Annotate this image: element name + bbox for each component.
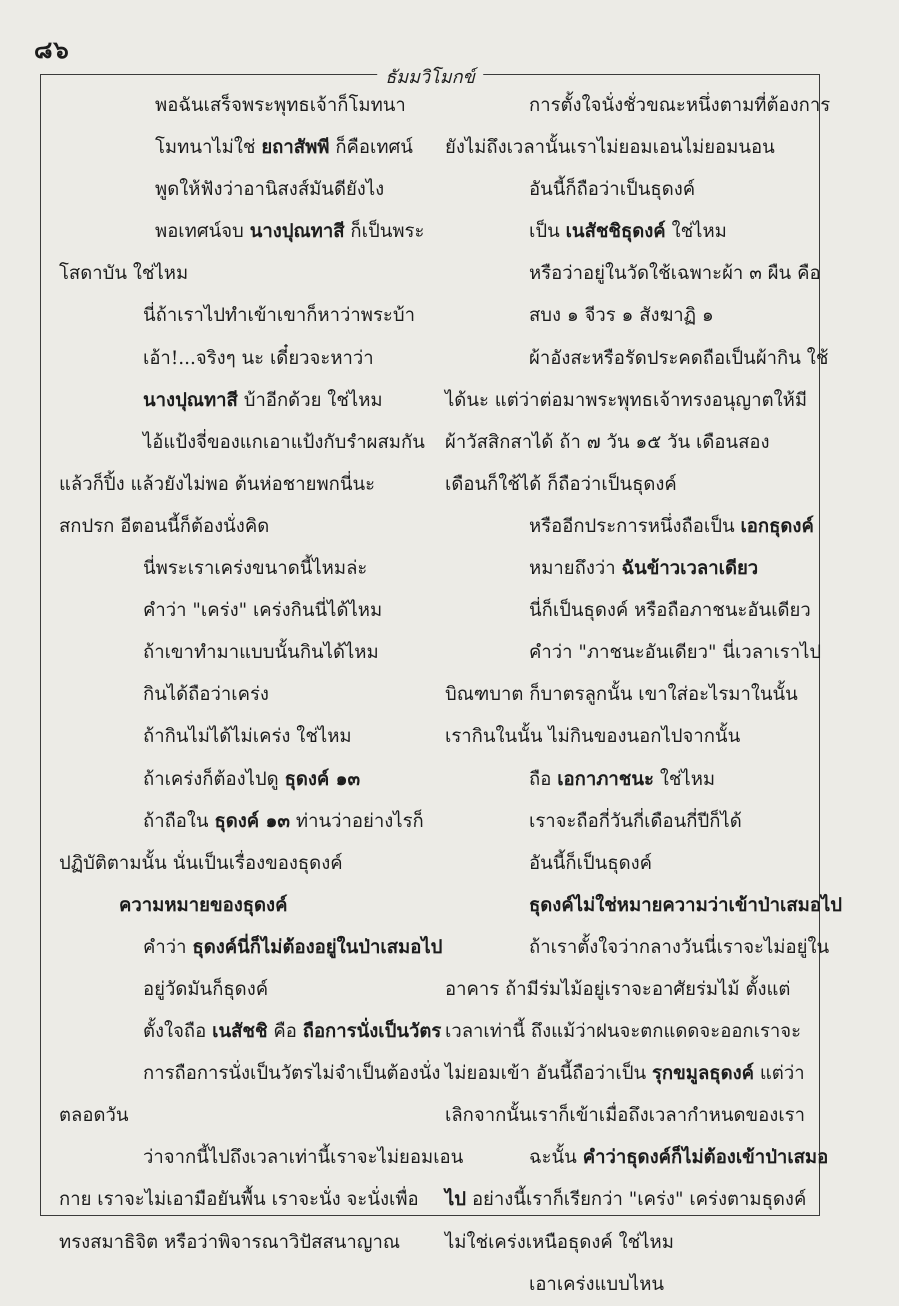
text-line [445, 1264, 805, 1306]
text-segment: ตั้งใจถือ [143, 1021, 213, 1043]
text-line [445, 85, 831, 127]
text-segment: ฉะนั้น [529, 1147, 583, 1169]
text-segment: อย่างนี้เราก็เรียกว่า "เคร่ง" เคร่งตามธุดงค์ [466, 1189, 807, 1211]
text-segment: ใช่ไหม [665, 221, 727, 243]
text-line [445, 169, 805, 211]
text-line [59, 506, 421, 548]
text-segment: อันนี้ก็ถือว่าเป็นธุดงค์ [529, 179, 696, 201]
bold-term: ธุดงค์ ๑๓ [284, 768, 361, 790]
text-segment: ยังไม่ถึงเวลานั้นเราไม่ยอมเอนไม่ยอมนอน [445, 137, 775, 159]
text-segment: คำว่า [143, 936, 193, 958]
text-segment: กาย เราจะไม่เอามือยันพื้น เราจะนั่ง จะนั่งเพื่อ [59, 1189, 419, 1211]
bold-term: ธุดงค์ ๑๓ [214, 810, 291, 832]
text-segment: การตั้งใจนั่งชั่วขณะหนึ่งตามที่ต้องการ [529, 95, 831, 116]
bold-term: นางปุณทาสี [143, 389, 238, 411]
text-segment: เรากินในนั้น ไม่กินของนอกไปจากนั้น [445, 726, 741, 748]
text-line [445, 716, 805, 758]
text-line [445, 380, 808, 422]
bold-term: นางปุณทาสี [249, 221, 345, 243]
text-line [445, 632, 822, 674]
bold-term: ฉันข้าวเวลาเดียว [621, 558, 759, 580]
text-segment: หรืออีกประการหนึ่งถือเป็น [529, 515, 741, 537]
text-line [59, 759, 421, 801]
text-line [59, 927, 443, 969]
text-segment: หมายถึงว่า [529, 558, 622, 580]
bold-term: ถือการนั่งเป็นวัตร [302, 1021, 442, 1043]
text-segment: ไม่ใช่เคร่งเหนือธุดงค์ ใช่ไหม [445, 1231, 674, 1253]
text-line [59, 1011, 442, 1053]
text-segment: ถ้าเคร่งก็ต้องไปดู [143, 768, 285, 790]
text-line [59, 843, 421, 885]
text-line [445, 590, 811, 632]
text-line [445, 127, 805, 169]
text-line [445, 1053, 805, 1095]
bold-term: ความหมายของธุดงค์ [119, 894, 288, 916]
bold-term: เอกาภาชนะ [557, 768, 654, 790]
bold-term: ยถาสัพพี [261, 137, 330, 159]
text-segment: แล้วก็ปิ้ง แล้วยังไม่พอ ต้นห่อชายพกนี่นะ [59, 473, 376, 495]
text-segment: โสดาบัน ใช่ไหม [59, 263, 189, 285]
page-frame [40, 67, 843, 1295]
text-line [445, 464, 805, 506]
bold-term: ธุดงค์ไม่ใช่หมายความว่าเข้าป่าเสมอไป [529, 894, 843, 916]
text-segment: ถือ [529, 768, 558, 790]
text-segment: เวลาเท่านี้ ถึงแม้ว่าฝนจะตกแดดจะออกเราจะ [445, 1021, 802, 1043]
bold-term: รุกขมูลธุดงค์ [651, 1063, 754, 1085]
text-line [59, 127, 421, 169]
text-segment: ปฏิบัติตามนั้น นั่นเป็นเรื่องของธุดงค์ [59, 852, 343, 874]
text-segment: คือ [267, 1021, 303, 1043]
text-segment: ใช่ไหม [653, 768, 716, 790]
text-line [59, 253, 421, 295]
text-line [445, 1011, 805, 1053]
text-line [445, 674, 805, 716]
text-line [445, 211, 805, 253]
text-segment: คำว่า "ภาชนะอันเดียว" นี่เวลาเราไป [529, 642, 822, 664]
text-segment: คำว่า "เคร่ง" เคร่งกินนี่ได้ไหม [143, 600, 383, 622]
bold-term: ไป [445, 1189, 467, 1211]
text-line [445, 422, 805, 464]
text-segment: ถ้าเขาทำมาแบบนั้นกินได้ไหม [143, 642, 379, 664]
text-line [59, 295, 421, 337]
text-segment: ผ้าวัสสิกสาได้ ถ้า ๗ วัน ๑๕ วัน เดือนสอง [445, 431, 770, 453]
text-segment: สบง ๑ จีวร ๑ สังฆาฏิ ๑ [529, 305, 714, 327]
text-segment: เป็น [529, 221, 566, 243]
text-line [445, 253, 821, 295]
text-segment: สกปรก อีตอนนี้ก็ต้องนั่งคิด [59, 515, 270, 537]
text-segment: เราจะถือกี่วันกี่เดือนกี่ปีก็ได้ [529, 810, 742, 832]
text-segment: โมทนาไม่ใช่ [155, 137, 262, 159]
text-line [59, 85, 421, 127]
text-line [445, 801, 805, 843]
text-line [59, 885, 421, 927]
text-segment: พูดให้ฟังว่าอานิสงส์มันดียังไง [155, 179, 385, 201]
text-line [59, 969, 421, 1011]
text-segment: เอ้า!...จริงๆ นะ เดี๋ยวจะหาว่า [143, 347, 374, 369]
text-line [59, 674, 421, 716]
text-line [445, 843, 805, 885]
text-segment: บิณฑบาต ก็บาตรลูกนั้น เขาใส่อะไรมาในนั้น [445, 684, 798, 706]
text-segment: ถ้าถือใน [143, 810, 215, 832]
text-segment: พอเทศน์จบ [155, 221, 250, 243]
text-line [59, 590, 421, 632]
bold-term: เนสัชชิธุดงค์ [565, 221, 666, 243]
text-segment: ไอ้แป้งจี่ของแกเอาแป้งกับรำผสมกัน [143, 431, 425, 453]
text-segment: แต่ว่า [754, 1063, 805, 1085]
text-segment: เลิกจากนั้นเราก็เข้าเมื่อถึงเวลากำหนดของเรา [445, 1105, 805, 1127]
text-segment: ถ้าเราตั้งใจว่ากลางวันนี่เราจะไม่อยู่ใน [529, 936, 830, 958]
text-segment: อยู่วัดมันก็ธุดงค์ [143, 978, 269, 1000]
bold-term: ธุดงค์นี่ก็ไม่ต้องอยู่ในป่าเสมอไป [192, 936, 443, 958]
text-segment: ก็คือเทศน์ [329, 137, 413, 159]
text-line [59, 1137, 464, 1179]
text-segment: ไม่ยอมเข้า อันนี้ถือว่าเป็น [445, 1063, 652, 1085]
text-segment: การถือการนั่งเป็นวัตรไม่จำเป็นต้องนั่ง [143, 1063, 441, 1085]
right-column [445, 85, 843, 1306]
page-number: ๘๖ [34, 35, 70, 64]
text-segment: ตลอดวัน [59, 1105, 129, 1127]
text-line [59, 380, 421, 422]
bold-term: เนสัชชิ [212, 1021, 268, 1043]
text-segment: เดือนก็ใช้ได้ ก็ถือว่าเป็นธุดงค์ [445, 473, 677, 495]
text-line [445, 548, 805, 590]
text-segment: เอาเคร่งแบบไหน [529, 1273, 665, 1295]
text-line [59, 1095, 421, 1137]
running-header-title: ธัมมวิโมกข์ [377, 62, 483, 91]
text-line [59, 464, 421, 506]
text-segment: หรือว่าอยู่ในวัดใช้เฉพาะผ้า ๓ ผืน คือ [529, 263, 821, 285]
text-segment: อันนี้ก็เป็นธุดงค์ [529, 852, 653, 874]
text-segment: นี่พระเราเคร่งขนาดนี้ไหมล่ะ [143, 558, 368, 580]
text-line [445, 338, 829, 380]
text-line [445, 759, 805, 801]
text-line [59, 716, 421, 758]
text-line [445, 1095, 805, 1137]
text-line [59, 1222, 421, 1264]
text-segment: ก็เป็นพระ [344, 221, 425, 243]
text-line [445, 885, 843, 927]
text-line [59, 422, 425, 464]
text-line [59, 1053, 441, 1095]
text-segment: นี่ก็เป็นธุดงค์ หรือถือภาชนะอันเดียว [529, 600, 811, 622]
left-column [59, 85, 464, 1264]
text-line [445, 1222, 805, 1264]
text-segment: ว่าจากนี้ไปถึงเวลาเท่านี้เราจะไม่ยอมเอน [143, 1147, 464, 1169]
bold-term: คำว่าธุดงค์ก็ไม่ต้องเข้าป่าเสมอ [582, 1147, 829, 1169]
text-line [59, 1179, 421, 1221]
text-segment: บ้าอีกด้วย ใช่ไหม [237, 389, 383, 411]
text-segment: ผ้าอังสะหรือรัดประคดถือเป็นผ้ากิน ใช้ [529, 347, 829, 369]
text-line [59, 169, 421, 211]
text-line [59, 211, 425, 253]
text-segment: ทรงสมาธิจิต หรือว่าพิจารณาวิปัสสนาญาณ [59, 1231, 401, 1253]
text-segment: กินได้ถือว่าเคร่ง [143, 684, 269, 706]
text-line [445, 506, 814, 548]
text-segment: ถ้ากินไม่ได้ไม่เคร่ง ใช่ไหม [143, 726, 352, 748]
text-line [59, 548, 421, 590]
text-segment: อาคาร ถ้ามีร่มไม้อยู่เราจะอาศัยร่มไม้ ตั้งแต่ [445, 978, 791, 1000]
bold-term: เอกธุดงค์ [740, 515, 814, 537]
text-segment: พอฉันเสร็จพระพุทธเจ้าก็โมทนา [155, 95, 406, 116]
text-line [59, 632, 421, 674]
text-line [445, 1179, 805, 1221]
text-line [445, 1137, 829, 1179]
text-line [59, 338, 421, 380]
text-line [445, 927, 830, 969]
text-line [445, 295, 805, 337]
text-segment: ท่านว่าอย่างไรก็ [290, 810, 424, 832]
text-line [59, 801, 424, 843]
text-line [445, 969, 805, 1011]
text-segment: ได้นะ แต่ว่าต่อมาพระพุทธเจ้าทรงอนุญาตให้มี [445, 389, 808, 411]
text-segment: นี่ถ้าเราไปทำเข้าเขาก็หาว่าพระบ้า [143, 305, 415, 327]
